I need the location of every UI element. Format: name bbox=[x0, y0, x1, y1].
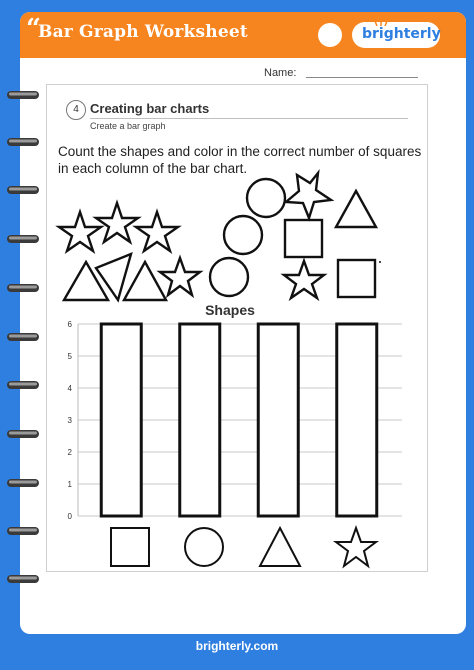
bar-chart bbox=[68, 320, 402, 521]
spiral-ring-icon bbox=[6, 281, 40, 295]
star-shape-icon bbox=[136, 212, 178, 251]
triangle-shape-icon bbox=[124, 262, 166, 300]
square-shape-icon bbox=[285, 220, 322, 257]
bar-triangle[interactable] bbox=[258, 324, 298, 516]
name-label: Name: bbox=[264, 67, 297, 79]
y-tick-label: 1 bbox=[67, 480, 72, 489]
y-tick-label: 6 bbox=[67, 320, 72, 329]
spiral-ring-icon bbox=[6, 183, 40, 197]
footer-url[interactable]: brighterly.com bbox=[195, 639, 279, 653]
worksheet-title: Bar Graph Worksheet bbox=[38, 22, 248, 42]
category-triangle-icon bbox=[260, 528, 300, 566]
spiral-ring-icon bbox=[6, 135, 40, 149]
spiral-ring-icon bbox=[6, 88, 40, 102]
star-shape-icon bbox=[284, 261, 324, 298]
instructions-text: Count the shapes and color in the correct number of squares in each column of the bar chart. bbox=[58, 144, 422, 176]
brand-logo-text: brighterly bbox=[362, 26, 441, 42]
spiral-ring-icon bbox=[6, 330, 40, 344]
section-title: Creating bar charts bbox=[90, 101, 210, 116]
y-tick-label: 5 bbox=[67, 352, 72, 361]
category-circle-icon bbox=[185, 528, 223, 566]
section-subtitle: Create a bar graph bbox=[90, 121, 166, 131]
y-tick-label: 0 bbox=[67, 512, 72, 521]
triangle-shape-icon bbox=[96, 254, 131, 300]
spiral-ring-icon bbox=[6, 476, 40, 490]
section-number: 4 bbox=[66, 100, 86, 120]
y-tick-label: 2 bbox=[67, 448, 72, 457]
bar-star[interactable] bbox=[337, 324, 377, 516]
y-tick-label: 4 bbox=[67, 384, 72, 393]
star-shape-icon bbox=[286, 173, 331, 218]
bar-square[interactable] bbox=[101, 324, 141, 516]
spiral-ring-icon bbox=[6, 427, 40, 441]
circle-shape-icon bbox=[247, 179, 285, 217]
triangle-shape-icon bbox=[64, 262, 108, 300]
chart-title: Shapes bbox=[205, 302, 255, 318]
bar-circle[interactable] bbox=[180, 324, 220, 516]
spiral-ring-icon bbox=[6, 378, 40, 392]
spiral-ring-icon bbox=[6, 232, 40, 246]
quote-icon: “ bbox=[26, 14, 41, 44]
star-shape-icon bbox=[96, 203, 138, 242]
spiral-ring-icon bbox=[6, 572, 40, 586]
y-tick-label: 3 bbox=[67, 416, 72, 425]
star-shape-icon bbox=[160, 258, 200, 295]
circle-shape-icon bbox=[210, 258, 248, 296]
circle-shape-icon bbox=[224, 216, 262, 254]
spiral-ring-icon bbox=[6, 524, 40, 538]
square-shape-icon bbox=[338, 260, 375, 297]
triangle-shape-icon bbox=[336, 191, 376, 227]
category-star-icon bbox=[336, 528, 376, 566]
category-square-icon bbox=[111, 528, 149, 566]
